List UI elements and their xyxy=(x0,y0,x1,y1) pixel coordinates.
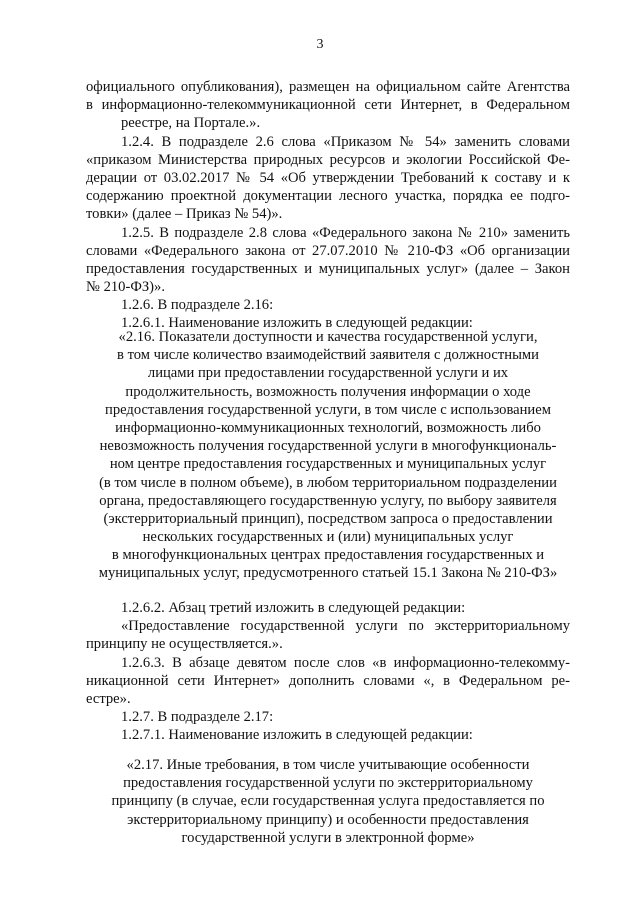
heading-line: «2.16. Показатели доступности и качества государственной услуги, xyxy=(118,329,538,345)
heading-line: органа, предоставляющего государственную услугу, по выбору заявителя xyxy=(99,492,557,509)
text-line: 1.2.6.2. Абзац третий изложить в следующей редакции: xyxy=(121,600,466,616)
text-line: естре». xyxy=(86,690,131,707)
text-line: 1.2.6.1. Наименование изложить в следующей редакции: xyxy=(121,315,473,332)
text-line: в информационно-телекоммуникационной сети Интернет, в Федеральном xyxy=(86,97,570,114)
heading-line: (в том числе в полном объеме), в любом территориальном подразделении xyxy=(99,474,557,491)
heading-line: в том числе количество взаимодействий заявителя с должностными xyxy=(117,347,539,364)
text-line: 1.2.5. В подразделе 2.8 слова «Федерального закона № 210» заменить xyxy=(121,224,570,241)
heading-line: экстерриториальному принципу) и особенности предоставления xyxy=(127,811,529,828)
heading-line: нескольких государственных и (или) муниципальных услуг xyxy=(142,529,514,546)
amendments-block-1 xyxy=(86,78,570,333)
heading-line: информационно-коммуникационных технологий, возможность либо xyxy=(115,419,541,436)
section-2-17-title xyxy=(86,756,570,847)
text-line: 1.2.6.3. В абзаце девятом после слов «в информационно-телекомму- xyxy=(121,654,570,671)
text-line: словами «Федерального закона от 27.07.2010 № 210-ФЗ «Об организации xyxy=(86,242,570,259)
text-line: предоставления государственных и муниципальных услуг» (далее – Закон xyxy=(86,260,570,277)
text-line: дерации от 03.02.2017 № 54 «Об утверждении Требований к составу и к xyxy=(86,169,570,186)
text-line: 1.2.4. В подразделе 2.6 слова «Приказом № 54» заменить словами xyxy=(121,133,570,150)
section-2-16-title xyxy=(86,328,570,583)
heading-line: продолжительность, возможность получения информации о ходе xyxy=(125,383,531,400)
text-line: 1.2.7.1. Наименование изложить в следующей редакции: xyxy=(121,727,473,744)
heading-line: предоставления государственной услуги по экстерриториальному xyxy=(123,775,533,792)
heading-line: в многофункциональных центрах предоставления государственных и xyxy=(111,547,545,564)
heading-line: невозможность получения государственной услуги в многофункциональ- xyxy=(99,438,557,455)
text-line: содержанию проектной документации лесного участка, порядка ее подго- xyxy=(86,188,570,205)
text-line: «Предоставление государственной услуги по экстерриториальному xyxy=(121,618,570,635)
text-line: № 210-ФЗ)». xyxy=(86,279,165,296)
heading-line: муниципальных услуг, предусмотренного статьей 15.1 Закона № 210-ФЗ» xyxy=(98,565,558,582)
text-line: никационной сети Интернет» дополнить словами «, в Федеральном ре- xyxy=(86,672,570,689)
text-line: 1.2.6. В подразделе 2.16: xyxy=(121,297,274,314)
text-line: товки» (далее – Приказ № 54)». xyxy=(86,206,283,223)
heading-line: принципу (в случае, если государственная услуга предоставляется по xyxy=(111,793,545,810)
text-line: принципу не осуществляется.». xyxy=(86,636,283,653)
text-line: 1.2.7. В подразделе 2.17: xyxy=(121,709,274,726)
heading-line: «2.17. Иные требования, в том числе учитывающие особенности xyxy=(126,757,530,773)
page-number: 3 xyxy=(316,37,324,52)
heading-line: государственной услуги в электронной форме» xyxy=(181,829,475,846)
text-line: «приказом Министерства природных ресурсов и экологии Российской Фе- xyxy=(86,151,570,168)
text-line: официального опубликования), размещен на официальном сайте Агентства xyxy=(86,79,570,95)
heading-line: предоставления государственной услуги, в том числе с использованием xyxy=(105,401,551,418)
text-line: реестре, на Портале.». xyxy=(121,115,261,132)
heading-line: лицами при предоставлении государственной услуги и их xyxy=(147,365,509,382)
heading-line: ном центре предоставления государственных и муниципальных услуг xyxy=(109,456,547,473)
amendments-block-2 xyxy=(86,599,570,745)
heading-line: (экстерриториальный принцип), посредством запроса о предоставлении xyxy=(103,510,553,527)
